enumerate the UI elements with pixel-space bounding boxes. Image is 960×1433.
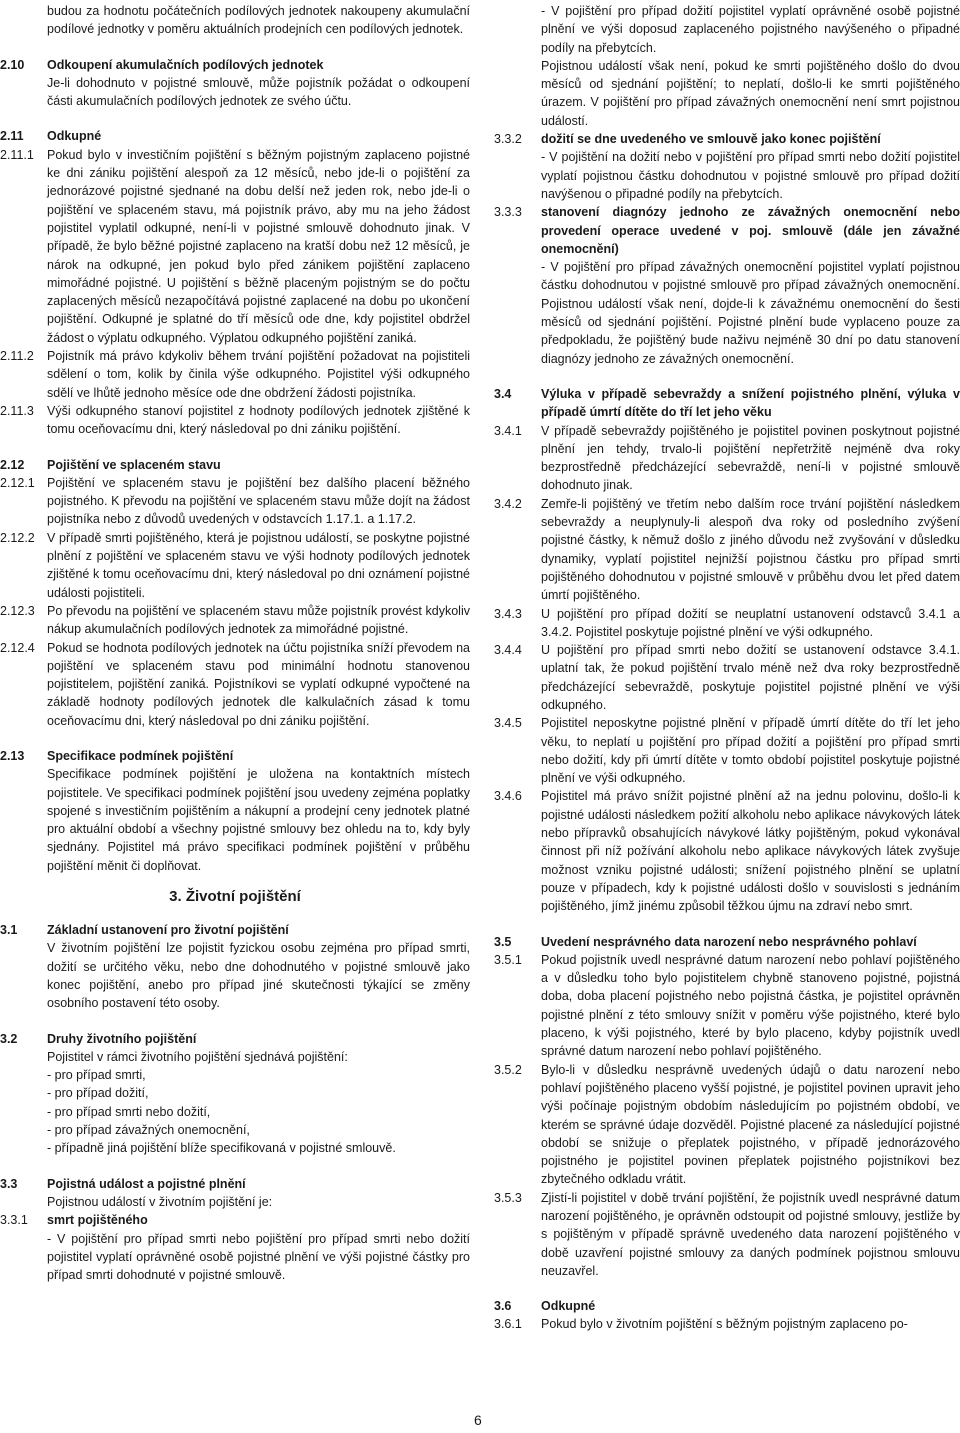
section-3-5-heading: 3.5 Uvedení nesprávného data narození nebo nesprávného pohlaví [494,934,917,949]
section-2-11-heading: 2.11 Odkupné [0,129,102,144]
section-2-11-2: 2.11.2 Pojistník má právo kdykoliv během trvání pojištění požadovat na pojistiteli sdělení o tom, kolik by činila výše odkupného. Pojistitel výši odkupného sdělí ve lhůtě jednoho měsíce ode dne obdržení žádosti pojistníka. [0,349,470,400]
section-2-13-heading: 2.13 Specifikace podmínek pojištění [0,748,234,763]
section-3-3-1-heading: 3.3.1 smrt pojištěného [0,1213,148,1228]
section-3-3-3-heading: 3.3.3 stanovení diagnózy jednoho ze závažných onemocnění nebo provedení operace uvedené v poj. smlouvě (dále jen závažné onemocnění) [494,205,960,256]
section-3-4-1: 3.4.1 V případě sebevraždy pojištěného je pojistitel povinen poskytnout pojistné plnění jen tehdy, trvalo-li pojištění nepřetržitě nejméně dva roky bezprostředně předcházející sebevraždě, není-li v pojistné smlouvě dohodnuto jinak. [494,423,960,493]
section-3-3-2-heading: 3.3.2 dožití se dne uvedeného ve smlouvě jako konec pojištění [494,132,881,147]
section-3-4-5: 3.4.5 Pojistitel neposkytne pojistné plnění v případě úmrtí dítěte do tří let jeho věku, to neplatí u pojištění pro případ dožití a pojištění pro případ smrti nebo dožití, kdy při úmrtí dítěte v tomto období pojistitel poskytuje pojistné plnění ve výši odkupného. [494,716,960,786]
section-2-11-3: 2.11.3 Výši odkupného stanoví pojistitel z hodnoty podílových jednotek zjištěné k tomu oceňovacímu dni, který následoval po dni zániku pojištění. [0,403,470,437]
list-item: - pro případ závažných onemocnění, [47,1123,250,1138]
paragraph-continuation-2: Pojistnou událostí však není, pokud ke smrti pojištěného došlo do dvou měsíců od sjednání pojištění; to neplatí, došlo-li ke smrti pojištěného úrazem. V pojištění pro případ závažných onemocnění není smrt pojistnou událostí. [541,58,960,128]
paragraph-continuation-1: - V pojištění pro případ dožití pojistitel vyplatí oprávněné osobě pojistné plnění ve výši doposud zaplaceného pojistného navýšeného o připadné podíly na přebytcích. [541,4,960,55]
section-2-11-1: 2.11.1 Pokud bylo v investičním pojištění s běžným pojistným zaplaceno pojistné ke dni zániku pojištění alespoň za 12 měsíců, nebo jde-li o pojištění za jednorázové pojistné sjednané na dobu delší než jeden rok, nebo jde-li o pojištění ve splaceném stavu, má pojistník právo, aby mu na jeho žádost pojistitel vyplatil odkupné, není-li v pojistné smlouvě dohodnuto jinak. V případě, že bylo běžné pojistné zaplaceno na kratší dobu než 12 měsíců, je nárok na odkupné, jen pokud bylo před zánikem pojištění zaplaceno mimořádné pojistné. U pojištění s běžně placeným pojistným se do počtu zaplacených měsíců nezapočítává pojistné zaplacené na dobu po ukončení pojištění. Odkupné je splatné do tří měsíců ode dne, kdy pojistitel obdržel žádost o výplatu odkupného. Výplatou odkupného pojištění zaniká. [0,147,470,345]
right-column [494,2,960,1334]
section-3-1-heading: 3.1 Základní ustanovení pro životní pojištění [0,923,289,938]
section-2-12-1: 2.12.1 Pojištění ve splaceném stavu je pojištění bez dalšího placení běžného pojistného. K převodu na pojištění ve splaceném stavu může dojít na žádost pojistníka nebo z důvodů uvedených v odstavcích 1.17.1. a 1.17.2. [0,475,470,527]
section-3-4-3: 3.4.3 U pojištění pro případ dožití se neuplatní ustanovení odstavců 3.4.1 a 3.4.2. Pojistitel poskytuje pojistné plnění ve výši odkupného. [494,606,960,639]
section-2-12-2: 2.12.2 V případě smrti pojištěného, která je pojistnou událostí, se poskytne pojistné plnění z pojištění ve splaceném stavu ve výši hodnoty podílových jednotek zjištěné k tomu oceňovacímu dni, který následoval po dni oznámení pojistné události pojistiteli. [0,530,470,600]
section-3-5-1: 3.5.1 Pokud pojistník uvedl nesprávné datum narození nebo pohlaví pojištěného a v důsledku toho bylo pojistitelem chybně stanoveno pojistné, pojistná doba, doba placení pojistného nebo pojistná částka, je pojistitel oprávněn pojistné plnění z této smlouvy snížit v poměru výše pojistného, které bylo placeno, k výši pojistného, které by bylo placeno, kdyby pojistník uvedl správné datum narození nebo pohlaví pojištěného. [494,952,960,1059]
section-3-3-1-text: - V pojištění pro případ smrti nebo pojištění pro případ smrti nebo dožití pojistitel vyplatí oprávněné osobě pojistné plnění ve výši pojistné částky pro případ smrti dohodnuté v pojistné smlouvě. [47,1231,470,1283]
section-3-5-3: 3.5.3 Zjistí-li pojistitel v době trvání pojištění, že pojistník uvedl nesprávné datum narození pojištěného, je oprávněn odstoupit od pojistné smlouvy, jestliže by s pojištěným v případě správně uvedeného data narození pojištěného v době uzavření pojistné smlouvy za daných podmínek pojistnou smlouvu neuzavřel. [494,1190,960,1278]
section-3-6-1: 3.6.1 Pokud bylo v životním pojištění s běžným pojistným zaplaceno po- [494,1317,908,1332]
section-3-2-heading: 3.2 Druhy životního pojištění [0,1031,197,1046]
section-3-4-heading: 3.4 Výluka v případě sebevraždy a snížení pojistného plnění, výluka v případě úmrtí dítěte do tří let jeho věku [494,386,960,420]
section-2-13-text: Specifikace podmínek pojištění je uložena na kontaktních místech pojistitele. Ve specifikaci podmínek pojištění jsou uvedeny zejména poplatky spojené s investičním pojištěním a nákupní a prodejní ceny jednotek platné pro aktuální období a všechny pojistné smlouvy bez ohledu na to, kdy byly sjednány. Pojistitel má právo specifikaci podmínek pojištění v průběhu pojištění měnit či doplňovat. [47,767,470,873]
left-column [0,2,470,1284]
section-3-4-4: 3.4.4 U pojištění pro případ smrti nebo dožití se ustanovení odstavce 3.4.1. uplatní tak, že pokud pojištění trvalo méně než dva roky bezprostředně předcházející sebevraždě, poskytuje pojistitel pojistné plnění ve výši odkupného. [494,643,960,712]
page-number: 6 [474,1412,482,1428]
section-2-12-3: 2.12.3 Po převodu na pojištění ve splaceném stavu může pojistník provést kdykoliv nákup akumulačních podílových jednotek za mimořádné pojistné. [0,603,470,637]
chapter-title: 3. Životní pojištění [169,888,301,906]
list-item: - případně jiná pojištění blíže specifikovaná v pojistné smlouvě. [47,1141,396,1156]
section-2-10-heading: 2.10 Odkoupení akumulačních podílových jednotek [0,57,324,72]
section-3-4-2: 3.4.2 Zemře-li pojištěný ve třetím nebo dalším roce trvání pojištění následkem sebevraždy a neuplynuly-li alespoň dva roky od posledního zvýšení pojistné částky, k němuž došlo z jiného důvodu než zvyšování v důsledku dynamiky, vyplatí pojistitel nejnižší pojistnou částku pro případ smrti pojištěného dohodnutou v pojistné smlouvě v průběhu dvou let před datem úmrtí pojištěného. [494,496,960,603]
section-3-6-heading: 3.6 Odkupné [494,1299,596,1314]
section-2-12-heading: 2.12 Pojištění ve splaceném stavu [0,457,221,472]
section-2-12-4: 2.12.4 Pokud se hodnota podílových jednotek na účtu pojistníka sníží převodem na pojištění ve splaceném stavu pod minimální hodnotu stanovenou pojistitelem, pojištění zaniká. Pojistníkovi se vyplatí odkupné vypočtené na základě hodnoty podílových jednotek dle kalkulačních zásad k tomu oceňovacímu dni, který následoval po dni zániku pojištění. [0,640,470,728]
list-item: - pro případ smrti, [47,1068,146,1083]
paragraph-intro: budou za hodnotu počátečních podílových jednotek nakoupeny akumulační podílové jednotky v poměru aktuálních prodejních cen podílových jednotek. [47,4,470,37]
section-3-5-2: 3.5.2 Bylo-li v důsledku nesprávně uvedených údajů o datu narození nebo pohlaví pojištěného placeno vyšší pojistné, je pojistitel povinen upravit jeho výši počínaje pojistným obdobím následujícím po pojistném období, ve kterém se správné údaje dozvěděl. Pojistné placené za následující pojistné období se snižuje o přeplatek pojistného, v případě jednorázového pojistného je pojistitel povinen přeplatek pojistného pojistníkovi bez zbytečného odkladu vrátit. [494,1062,960,1187]
section-3-3-3-text: - V pojištění pro případ závažných onemocnění pojistitel vyplatí pojistnou částku dohodnutou v pojistné smlouvě pro případ závažných onemocnění. Pojistnou událostí však není, dojde-li k závažnému onemocnění do šesti měsíců od sjednání pojištění. Pojistné plnění bude vyplaceno pouze za předpokladu, že pojištěný bude naživu nejméně 30 dní po datu stanovení diagnózy jednoho ze závažných onemocnění. [541,260,960,366]
section-3-2-intro: Pojistitel v rámci životního pojištění sjednává pojištění: - pro případ smrti, - pro případ dožití, - pro případ smrti nebo dožití, - pro případ závažných onemocnění, - případně jiná pojištění blíže specifikovaná v pojistné smlouvě. [0,1048,470,1158]
list-item: - pro případ dožití, [47,1086,149,1101]
section-3-3-text: Pojistnou událostí v životním pojištění je: [47,1194,273,1209]
section-3-3-2-text: - V pojištění na dožití nebo v pojištění pro případ smrti nebo dožití pojistitel vyplatí pojistnou částku dohodnutou v pojistné smlouvě pro případ dožití navýšenou o připadné podíly na přebytcích. [541,150,960,201]
section-2-10-text: Je-li dohodnuto v pojistné smlouvě, může pojistník požádat o odkoupení části akumulačních podílových jednotek ze svého účtu. [47,75,470,109]
section-3-4-6: 3.4.6 Pojistitel má právo snížit pojistné plnění až na jednu polovinu, došlo-li k pojistné události následkem požití alkoholu nebo aplikace návykových látek nebo přípravků obsahujících návykové látky pojištěným, pokud vykonával činnost při níž požívání alkoholu nebo aplikace návykových látek zvyšuje možnost vzniku pojistné události; snížení pojistného plnění se uplatní pouze v případech, kdy k pojistné události došlo v souvislosti s jednáním pojištěného, jímž jinému způsobil těžkou újmu na zdraví nebo smrt. [494,789,960,914]
section-3-3-heading: 3.3 Pojistná událost a pojistné plnění [0,1176,246,1191]
section-3-1-text: V životním pojištění lze pojistit fyzickou osobu zejména pro případ smrti, dožití se určitého věku, nebo dne dohodnutého v pojistné smlouvě jako konec pojištění, anebo pro případ jiné skutečnosti týkající se změny osobního postavení této osoby. [47,941,470,1011]
list-item: - pro případ smrti nebo dožití, [47,1104,211,1119]
